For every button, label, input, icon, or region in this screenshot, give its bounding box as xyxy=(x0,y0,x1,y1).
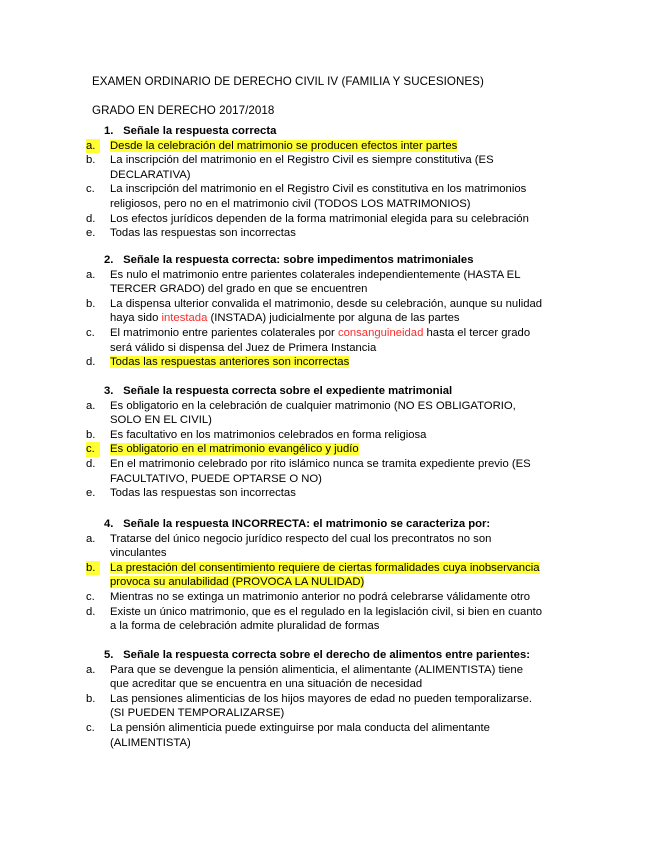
option-b: b. La dispensa ulterior convalida el matrimonio, desde su celebración, aunque su nulidad haya sido intestada (INSTADA) judicialmente por alguna de las partes xyxy=(86,297,543,325)
option-b: b. Es facultativo en los matrimonios celebrados en forma religiosa xyxy=(86,428,427,441)
exam-subtitle: GRADO EN DERECHO 2017/2018 xyxy=(92,104,275,117)
highlighted-answer: Es obligatorio en el matrimonio evangélico y judío xyxy=(110,443,359,456)
option-c: c. Mientras no se extinga un matrimonio anterior no podrá celebrarse válidamente otro xyxy=(86,590,531,603)
option-b: b. La inscripción del matrimonio en el Registro Civil es siempre constitutiva (ES DECLARATIVA) xyxy=(86,154,494,181)
option-a: a. Es nulo el matrimonio entre parientes colaterales independientemente (HASTA EL TERCER GRADO) del grado en que se encuentren xyxy=(86,268,521,296)
correction-text: intestada xyxy=(161,312,208,325)
option-a: a. Tratarse del único negocio jurídico respecto del cual los precontratos no son vinculantes xyxy=(86,532,492,560)
question-1-title: 1. Señale la respuesta correcta xyxy=(104,125,277,137)
option-d: d. Existe un único matrimonio, que es el regulado en la legislación civil, si bien en cuanto a la forma de celebración admite pluralidad de formas xyxy=(86,605,543,633)
option-e: e. Todas las respuestas son incorrectas xyxy=(86,487,296,500)
option-e: e. Todas las respuestas son incorrectas xyxy=(86,227,296,240)
correction-text: consanguineidad xyxy=(337,326,424,339)
option-b: b. La prestación del consentimiento requiere de ciertas formalidades cuya inobservancia provoca su anulabilidad (PROVOCA LA NULIDAD) xyxy=(86,561,540,589)
option-d: d. En el matrimonio celebrado por rito islámico nunca se tramita expediente previo (ES FACULTATIVO, PUEDE OPTARSE O NO) xyxy=(86,457,531,485)
highlighted-answer: Todas las respuestas anteriores son incorrectas xyxy=(110,356,350,369)
option-b: b. Las pensiones alimenticias de los hijos mayores de edad no pueden temporalizarse. (SI PUEDEN TEMPORALIZARSE) xyxy=(86,692,533,720)
question-5 xyxy=(86,648,616,750)
highlighted-answer: Desde la celebración del matrimonio se producen efectos inter partes xyxy=(110,139,458,152)
question-3 xyxy=(86,384,616,501)
option-c: c. La pensión alimenticia puede extinguirse por mala conducta del alimentante (ALIMENTISTA) xyxy=(86,721,490,749)
option-a: a. Desde la celebración del matrimonio se producen efectos inter partes xyxy=(86,139,458,152)
question-4 xyxy=(86,517,616,634)
option-c: c. El matrimonio entre parientes colaterales por consanguineidad hasta el tercer grado será válido si dispensa del Juez de Primera Instancia xyxy=(86,326,531,354)
option-c: c. Es obligatorio en el matrimonio evangélico y judío xyxy=(86,443,359,456)
question-4-title: 4. Señale la respuesta INCORRECTA: el matrimonio se caracteriza por: xyxy=(104,518,491,530)
question-2-title: 2. Señale la respuesta correcta: sobre impedimentos matrimoniales xyxy=(104,254,474,266)
option-a: a. Es obligatorio en la celebración de cualquier matrimonio (NO ES OBLIGATORIO, SOLO EN EL CIVIL) xyxy=(86,399,516,427)
question-2 xyxy=(86,253,616,370)
option-d: d. Todas las respuestas anteriores son incorrectas xyxy=(86,356,350,369)
question-5-title: 5. Señale la respuesta correcta sobre el derecho de alimentos entre parientes: xyxy=(104,649,530,661)
question-3-title: 3. Señale la respuesta correcta sobre el expediente matrimonial xyxy=(104,385,453,397)
highlighted-answer: La prestación del consentimiento requiere de ciertas formalidades cuya inobservancia xyxy=(110,561,540,574)
option-c: c. La inscripción del matrimonio en el Registro Civil es constitutiva en los matrimonios religiosos, pero no en el matrimonio civil (TODOS LOS MATRIMONIOS) xyxy=(86,183,527,210)
option-a: a. Para que se devengue la pensión alimenticia, el alimentante (ALIMENTISTA) tiene que acreditar que se encuentra en una situación de necesidad xyxy=(86,663,523,691)
highlighted-answer: provoca su anulabilidad (PROVOCA LA NULIDAD) xyxy=(110,576,365,589)
exam-title: EXAMEN ORDINARIO DE DERECHO CIVIL IV (FAMILIA Y SUCESIONES) xyxy=(92,75,484,88)
question-1 xyxy=(86,124,616,241)
option-d: d. Los efectos jurídicos dependen de la forma matrimonial elegida para su celebración xyxy=(86,212,529,225)
